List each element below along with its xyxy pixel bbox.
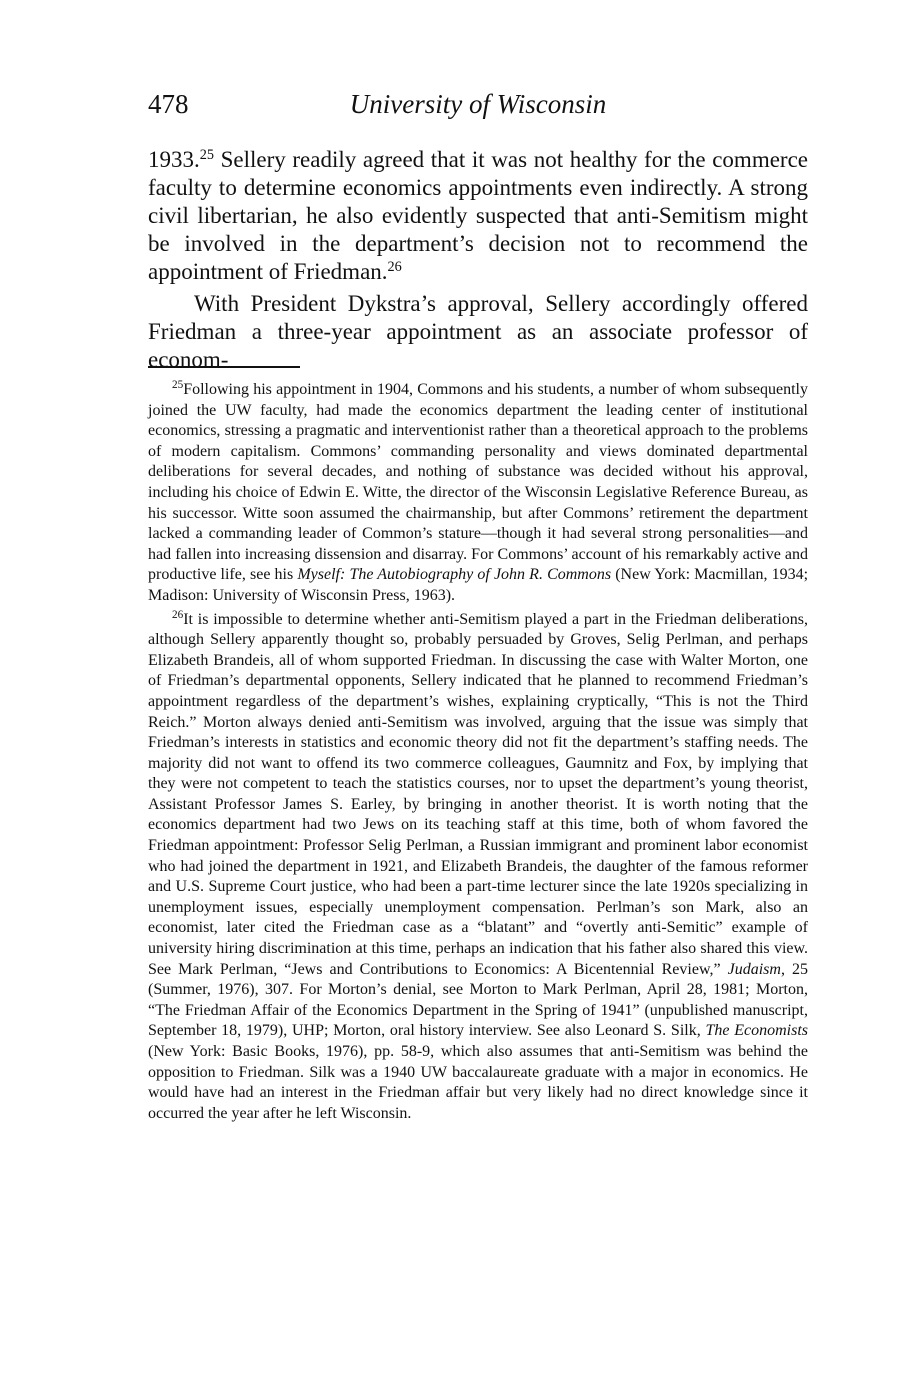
footnote-number: 25 <box>172 378 184 391</box>
footnotes <box>148 380 808 1124</box>
paragraph-text: With President Dykstra’s approval, Sellery accordingly offered Friedman a three-year appointment as an associate professor of econom- <box>148 291 808 372</box>
footnote-text: Following his appointment in 1904, Commons and his students, a number of whom subsequently joined the UW faculty, had made the economics department the leading center of institutional economics, stressing a pragmatic and interventionist rather than a theoretical approach to the problems of modern capitalism. Commons’ commanding personality and views dominated departmental deliberations for several decades, and nothing of substance was decided without his approval, including his choice of Edwin E. Witte, the director of the Wisconsin Legislative Reference Bureau, as his successor. Witte soon assumed the chairmanship, but after Commons’ retirement the department lacked a commanding leader of Common’s stature—though it had several strong personalities—and had fallen into increasing dissension and disarray. For Commons’ account of his remarkably active and productive life, see his <box>148 381 808 584</box>
book-title: The Economists <box>705 1022 808 1040</box>
paragraph-lead: 1933. <box>148 147 200 172</box>
paragraph-text: Sellery readily agreed that it was not healthy for the commerce faculty to determine economics appointments even indirectly. A strong civil libertarian, he also evidently suspected that anti-Semitism might be involved in the department’s decision not to recommend the appointment of Friedman. <box>148 147 808 284</box>
footnote-number: 26 <box>172 608 184 621</box>
paragraph-dykstra-approval <box>148 290 808 374</box>
footnote-26 <box>148 610 808 1125</box>
running-title: University of Wisconsin <box>349 89 607 119</box>
footnote-25 <box>148 380 808 607</box>
page-number: 478 <box>148 89 189 119</box>
footnote-ref-26: 26 <box>387 259 402 276</box>
footnote-text: (New York: Basic Books, 1976), pp. 58-9, which also assumes that anti-Semitism was behind the opposition to Friedman. Silk was a 1940 UW baccalaureate graduate with a major in economics. He would have had an interest in the Friedman affair but very likely had no direct knowledge since it occurred the year after he left Wisconsin. <box>148 1043 808 1122</box>
body-text <box>148 146 808 374</box>
footnote-text: , 25 (Summer, 1976), 307. For Morton’s denial, see Morton to Mark Perlman, April 28, 1981; Morton, “The Friedman Affair of the Economics Department in the Spring of 1941” (unpublished manuscript, September 18, 1979), UHP; Morton, oral history interview. See also Leonard S. Silk, <box>148 960 809 1040</box>
book-title: Myself: The Autobiography of John R. Commons <box>297 566 612 584</box>
footnote-ref-25: 25 <box>199 147 214 164</box>
footnote-text: (New York: Macmillan, 1934; Madison: University of Wisconsin Press, 1963). <box>148 566 809 604</box>
paragraph-continuation <box>148 146 808 286</box>
running-head <box>148 84 808 124</box>
footnote-text: It is impossible to determine whether anti-Semitism played a part in the Friedman deliberations, although Sellery apparently thought so, probably persuaded by Groves, Selig Perlman, and perhaps Elizabeth Brandeis, all of whom supported Friedman. In discussing the case with Walter Morton, one of Friedman’s departmental opponents, Sellery indicated that he planned to recommend Friedman’s appointment regardless of the department’s wishes, explaining cryptically, “This is not the Third Reich.” Morton always denied anti-Semitism was involved, arguing that the issue was simply that Friedman’s interests in statistics and economic theory did not fit the department’s staffing needs. The majority did not want to offend its two commerce colleagues, Gaumnitz and Fox, by implying that they were not competent to teach the statistics courses, nor to upset the department’s young theorist, Assistant Professor James S. Earley, by bringing in another theorist. It is worth noting that the economics department had two Jews on its teaching staff at this time, both of whom favored the Friedman appointment: Professor Selig Perlman, a Russian immigrant and prominent labor economist who had joined the department in 1921, and Elizabeth Brandeis, the daughter of the famous reformer and U.S. Supreme Court justice, who had been a part-time lecturer since the late 1920s specializing in unemployment issues, especially unemployment compensation. Perlman’s son Mark, also an economist, later cited the Friedman case as a “blatant” and “overtly anti-Semitic” example of university hiring discrimination at this time, perhaps an indication that his father also shared this view. See Mark Perlman, “Jews and Contributions to Economics: A Bicentennial Review,” <box>148 610 808 978</box>
footnote-separator <box>148 366 300 368</box>
journal-title: Judaism <box>727 960 781 978</box>
